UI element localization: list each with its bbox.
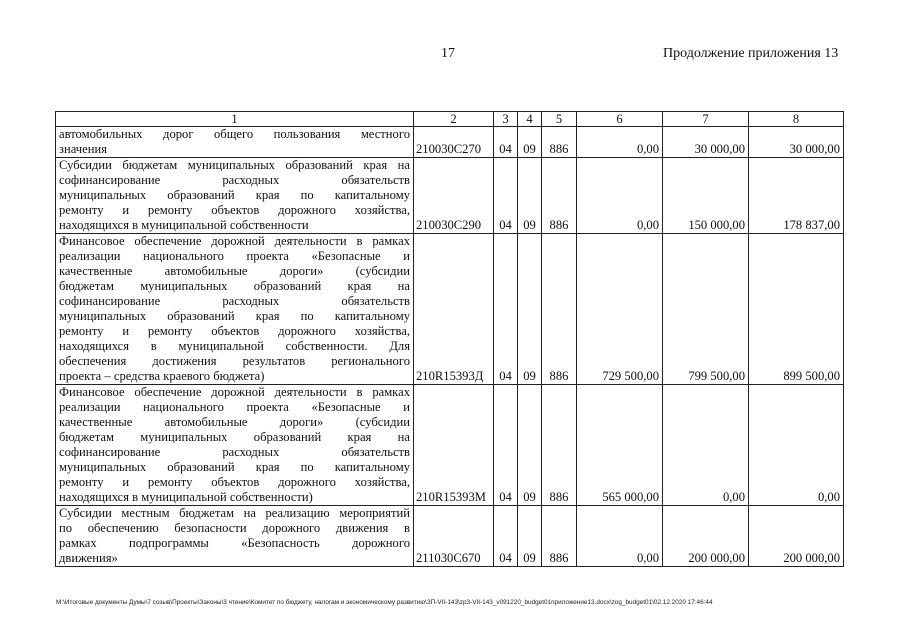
row-description [56, 158, 414, 234]
row-value-8: 178 837,00 [749, 158, 844, 234]
description-line: качественные автомобильные дороги» (субсидии [59, 415, 410, 429]
table-row [56, 127, 844, 158]
row-subsection: 09 [518, 127, 542, 158]
description-line: ремонту и ремонту объектов дорожного хозяйства, [59, 203, 410, 217]
row-value-7: 799 500,00 [663, 234, 749, 385]
budget-table [55, 111, 844, 567]
description-line: муниципальных образований края по капитальному [59, 188, 410, 202]
column-number: 4 [518, 112, 542, 127]
row-ministry: 886 [542, 158, 577, 234]
description-line: бюджетам муниципальных образований края на [59, 430, 410, 444]
row-value-8: 30 000,00 [749, 127, 844, 158]
description-line: бюджетам муниципальных образований края на [59, 279, 410, 293]
description-line: муниципальных образований края по капитальному [59, 309, 410, 323]
row-value-6: 0,00 [577, 158, 663, 234]
description-line: реализации национального проекта «Безопасные и [59, 400, 410, 414]
column-number: 6 [577, 112, 663, 127]
description-line: рамках подпрограммы «Безопасность дорожного [59, 536, 410, 550]
row-section: 04 [494, 234, 518, 385]
description-line: обеспечения достижения результатов регионального [59, 354, 410, 368]
column-number: 1 [56, 112, 414, 127]
row-description [56, 506, 414, 567]
description-line: реализации национального проекта «Безопасные и [59, 249, 410, 263]
row-code: 210030C270 [414, 127, 494, 158]
row-description [56, 385, 414, 506]
row-subsection: 09 [518, 506, 542, 567]
row-value-8: 0,00 [749, 385, 844, 506]
description-line: Субсидии бюджетам муниципальных образований края на [59, 158, 410, 172]
description-line: находящихся в муниципальной собственности [59, 218, 309, 232]
column-number: 2 [414, 112, 494, 127]
description-line: по обеспечению безопасности дорожного движения в [59, 521, 410, 535]
row-section: 04 [494, 506, 518, 567]
page-number: 17 [441, 46, 455, 61]
description-line: находящихся в муниципальной собственности. Для [59, 339, 410, 353]
table-row [56, 234, 844, 385]
description-line: Субсидии местным бюджетам на реализацию мероприятий [59, 506, 410, 520]
column-number: 7 [663, 112, 749, 127]
column-number-row [56, 112, 844, 127]
row-section: 04 [494, 158, 518, 234]
row-ministry: 886 [542, 234, 577, 385]
description-line: находящихся в муниципальной собственности) [59, 490, 313, 504]
row-value-6: 0,00 [577, 127, 663, 158]
row-code: 210030C290 [414, 158, 494, 234]
row-section: 04 [494, 127, 518, 158]
row-description [56, 127, 414, 158]
description-line: Финансовое обеспечение дорожной деятельности в рамках [59, 385, 410, 399]
description-line: автомобильных дорог общего пользования местного [59, 127, 410, 141]
description-line: Финансовое обеспечение дорожной деятельности в рамках [59, 234, 410, 248]
row-value-7: 0,00 [663, 385, 749, 506]
table-row [56, 385, 844, 506]
description-line: ремонту и ремонту объектов дорожного хозяйства, [59, 475, 410, 489]
row-code: 210R15393М [414, 385, 494, 506]
row-ministry: 886 [542, 385, 577, 506]
table-row [56, 506, 844, 567]
description-line: муниципальных образований края по капитальному [59, 460, 410, 474]
column-number: 3 [494, 112, 518, 127]
footer-file-path: M:\Итоговые документы Думы\7 созыв\Проекты\Законы\3 чтение\Комитет по бюджету, налогам и экономическому развитию\ЗП-VII-143\zp3-VII-143_v091220_budget01приложение13.docx\zog_budget01\02.12.2020 17:46:44 [56, 599, 713, 606]
column-number: 5 [542, 112, 577, 127]
description-line: проекта – средства краевого бюджета) [59, 369, 265, 383]
row-ministry: 886 [542, 127, 577, 158]
row-section: 04 [494, 385, 518, 506]
description-line: софинансирование расходных обязательств [59, 445, 410, 459]
row-value-7: 30 000,00 [663, 127, 749, 158]
row-description [56, 234, 414, 385]
description-line: качественные автомобильные дороги» (субсидии [59, 264, 410, 278]
appendix-note: Продолжение приложения 13 [663, 46, 839, 61]
row-subsection: 09 [518, 234, 542, 385]
row-value-8: 899 500,00 [749, 234, 844, 385]
row-value-6: 565 000,00 [577, 385, 663, 506]
row-value-8: 200 000,00 [749, 506, 844, 567]
column-number: 8 [749, 112, 844, 127]
description-line: значения [59, 142, 107, 156]
row-code: 211030C670 [414, 506, 494, 567]
description-line: софинансирование расходных обязательств [59, 294, 410, 308]
description-line: ремонту и ремонту объектов дорожного хозяйства, [59, 324, 410, 338]
row-value-7: 150 000,00 [663, 158, 749, 234]
row-subsection: 09 [518, 385, 542, 506]
row-ministry: 886 [542, 506, 577, 567]
row-value-7: 200 000,00 [663, 506, 749, 567]
row-value-6: 0,00 [577, 506, 663, 567]
description-line: движения» [59, 551, 118, 565]
row-subsection: 09 [518, 158, 542, 234]
description-line: софинансирование расходных обязательств [59, 173, 410, 187]
row-code: 210R15393Д [414, 234, 494, 385]
row-value-6: 729 500,00 [577, 234, 663, 385]
table-row [56, 158, 844, 234]
